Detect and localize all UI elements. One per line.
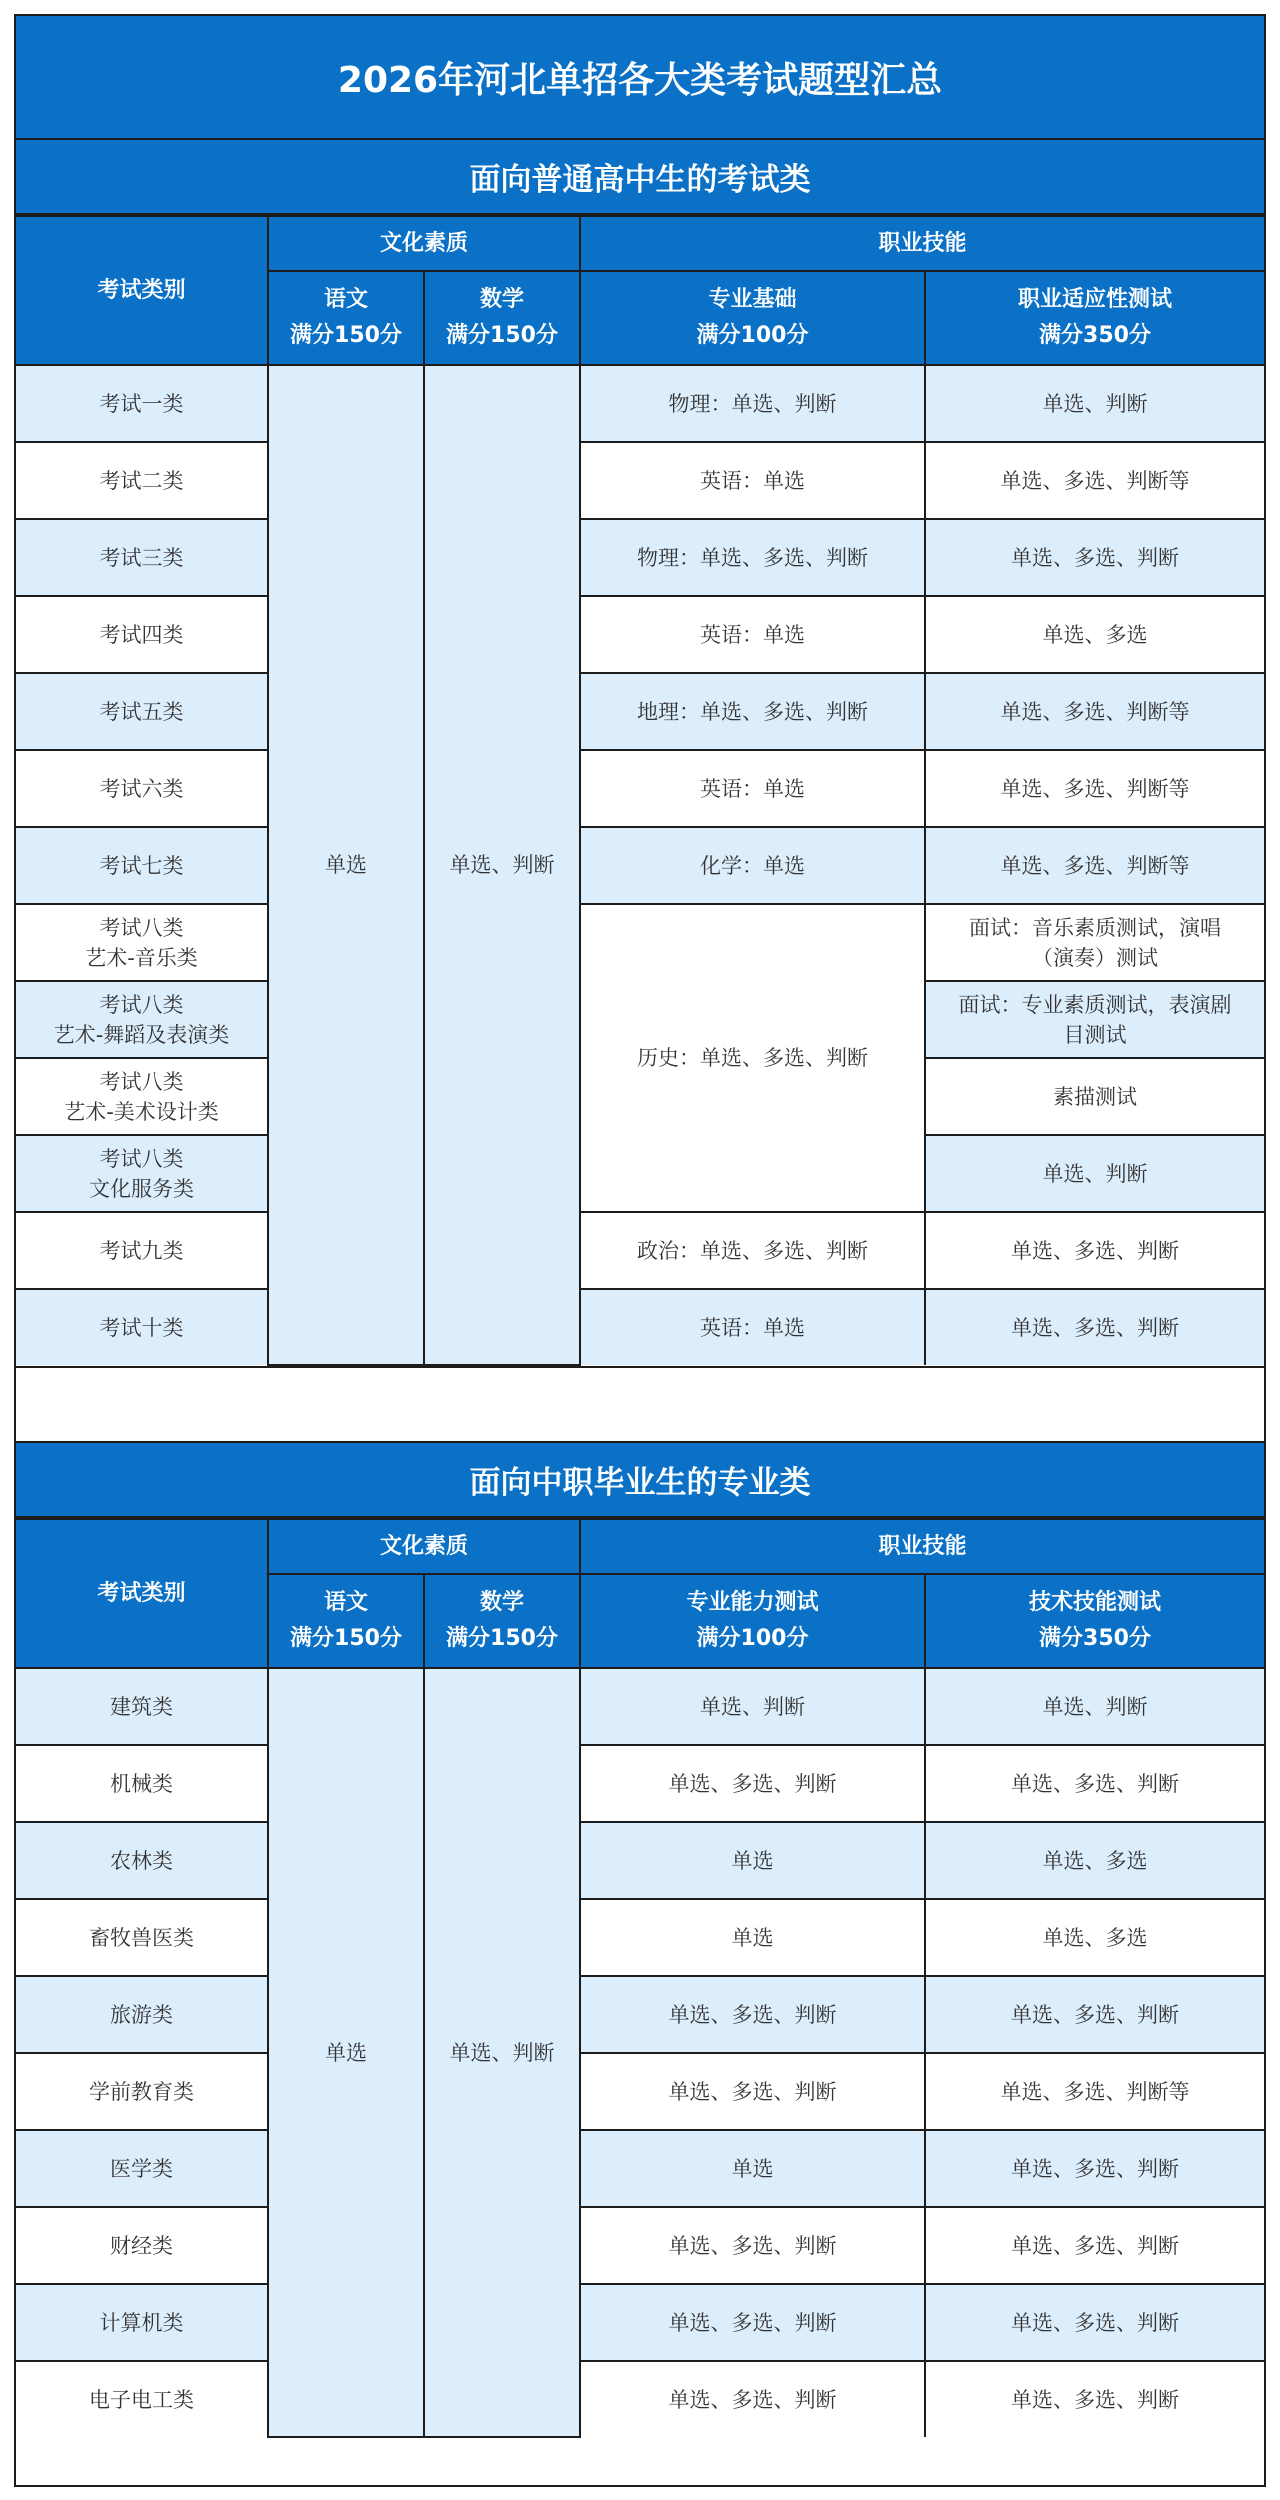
table-row-ability: 单选、多选、判断 — [580, 2207, 925, 2284]
section1-header-skill: 职业技能 — [580, 216, 1264, 271]
table-row-ability: 单选、多选、判断 — [580, 1976, 925, 2053]
table-row-test: 单选、多选 — [925, 596, 1264, 673]
table-row-base: 地理：单选、多选、判断 — [580, 673, 925, 750]
table-row-ability: 单选、多选、判断 — [580, 2284, 925, 2361]
section2-header-tech: 技术技能测试 满分350分 — [925, 1574, 1264, 1668]
section1-header-culture: 文化素质 — [268, 216, 580, 271]
section2-header-culture: 文化素质 — [268, 1519, 580, 1574]
table-row-tech: 单选、多选、判断 — [925, 2361, 1264, 2437]
table-row-tech: 单选、判断 — [925, 1668, 1264, 1745]
table-row-category: 考试四类 — [16, 596, 268, 673]
section2-title: 面向中职毕业生的专业类 — [16, 1443, 1264, 1518]
table-row-category: 考试九类 — [16, 1212, 268, 1289]
table-row-ability: 单选 — [580, 1899, 925, 1976]
table-row-test: 单选、多选、判断 — [925, 519, 1264, 596]
summary-table-frame — [14, 14, 1266, 2487]
table-row-category: 考试八类 艺术-美术设计类 — [16, 1058, 268, 1135]
section1-merged-chinese: 单选 — [268, 365, 424, 1365]
section2-table — [16, 1518, 1264, 2438]
table-row-ability: 单选 — [580, 1822, 925, 1899]
table-row-category: 考试七类 — [16, 827, 268, 904]
table-row-ability: 单选、多选、判断 — [580, 2361, 925, 2437]
section2-header-math: 数学 满分150分 — [424, 1574, 580, 1668]
table-row-category: 医学类 — [16, 2130, 268, 2207]
table-row-test: 面试：音乐素质测试，演唱 （演奏）测试 — [925, 904, 1264, 981]
table-row-ability: 单选 — [580, 2130, 925, 2207]
table-row-test: 面试：专业素质测试，表演剧 目测试 — [925, 981, 1264, 1058]
table-row-base-merged: 历史：单选、多选、判断 — [580, 904, 925, 1212]
table-row-base: 政治：单选、多选、判断 — [580, 1212, 925, 1289]
table-row-base: 化学：单选 — [580, 827, 925, 904]
section1-header-category: 考试类别 — [16, 216, 268, 365]
table-row-category: 考试五类 — [16, 673, 268, 750]
table-row-category: 计算机类 — [16, 2284, 268, 2361]
table-row-tech: 单选、多选 — [925, 1822, 1264, 1899]
table-row-test: 单选、多选、判断等 — [925, 442, 1264, 519]
table-row-category: 学前教育类 — [16, 2053, 268, 2130]
table-row-tech: 单选、多选、判断 — [925, 2130, 1264, 2207]
table-row-category: 考试二类 — [16, 442, 268, 519]
table-row-ability: 单选、判断 — [580, 1668, 925, 1745]
table-row-category: 农林类 — [16, 1822, 268, 1899]
table-row-category: 考试一类 — [16, 365, 268, 442]
page-title: 2026年河北单招各大类考试题型汇总 — [16, 16, 1264, 140]
table-row-category: 考试三类 — [16, 519, 268, 596]
table-row-category: 考试八类 艺术-舞蹈及表演类 — [16, 981, 268, 1058]
table-row-tech: 单选、多选、判断 — [925, 1745, 1264, 1822]
table-row-category: 建筑类 — [16, 1668, 268, 1745]
table-row-base: 英语：单选 — [580, 1289, 925, 1365]
table-row-test: 单选、多选、判断 — [925, 1289, 1264, 1365]
table-row-category: 考试十类 — [16, 1289, 268, 1365]
table-row-category: 考试六类 — [16, 750, 268, 827]
section1-header-base: 专业基础 满分100分 — [580, 271, 925, 365]
section1-merged-math: 单选、判断 — [424, 365, 580, 1365]
table-row-ability: 单选、多选、判断 — [580, 2053, 925, 2130]
table-row-tech: 单选、多选、判断 — [925, 1976, 1264, 2053]
table-row-test: 素描测试 — [925, 1058, 1264, 1135]
table-row-category: 电子电工类 — [16, 2361, 268, 2437]
table-row-test: 单选、多选、判断等 — [925, 673, 1264, 750]
table-row-category: 考试八类 文化服务类 — [16, 1135, 268, 1212]
section2-header-ability: 专业能力测试 满分100分 — [580, 1574, 925, 1668]
table-row-base: 英语：单选 — [580, 442, 925, 519]
section2-merged-math: 单选、判断 — [424, 1668, 580, 2437]
table-row-tech: 单选、多选、判断 — [925, 2284, 1264, 2361]
section1-header-chinese: 语文 满分150分 — [268, 271, 424, 365]
table-row-tech: 单选、多选、判断等 — [925, 2053, 1264, 2130]
section2-header-chinese: 语文 满分150分 — [268, 1574, 424, 1668]
table-row-category: 财经类 — [16, 2207, 268, 2284]
table-row-category: 机械类 — [16, 1745, 268, 1822]
table-row-test: 单选、多选、判断等 — [925, 827, 1264, 904]
table-row-category: 畜牧兽医类 — [16, 1899, 268, 1976]
table-row-tech: 单选、多选 — [925, 1899, 1264, 1976]
table-row-base: 英语：单选 — [580, 750, 925, 827]
table-row-category: 考试八类 艺术-音乐类 — [16, 904, 268, 981]
section1-table — [16, 215, 1264, 1366]
table-row-base: 英语：单选 — [580, 596, 925, 673]
section2-header-category: 考试类别 — [16, 1519, 268, 1668]
table-row-test: 单选、多选、判断 — [925, 1212, 1264, 1289]
table-row-tech: 单选、多选、判断 — [925, 2207, 1264, 2284]
table-row-ability: 单选、多选、判断 — [580, 1745, 925, 1822]
section1-header-math: 数学 满分150分 — [424, 271, 580, 365]
section2-header-skill: 职业技能 — [580, 1519, 1264, 1574]
table-row-base: 物理：单选、多选、判断 — [580, 519, 925, 596]
table-row-test: 单选、判断 — [925, 1135, 1264, 1212]
section1-header-test: 职业适应性测试 满分350分 — [925, 271, 1264, 365]
section-spacer — [16, 1366, 1264, 1443]
table-row-test: 单选、多选、判断等 — [925, 750, 1264, 827]
section2-merged-chinese: 单选 — [268, 1668, 424, 2437]
section1-title: 面向普通高中生的考试类 — [16, 140, 1264, 215]
table-row-category: 旅游类 — [16, 1976, 268, 2053]
table-row-test: 单选、判断 — [925, 365, 1264, 442]
table-row-base: 物理：单选、判断 — [580, 365, 925, 442]
